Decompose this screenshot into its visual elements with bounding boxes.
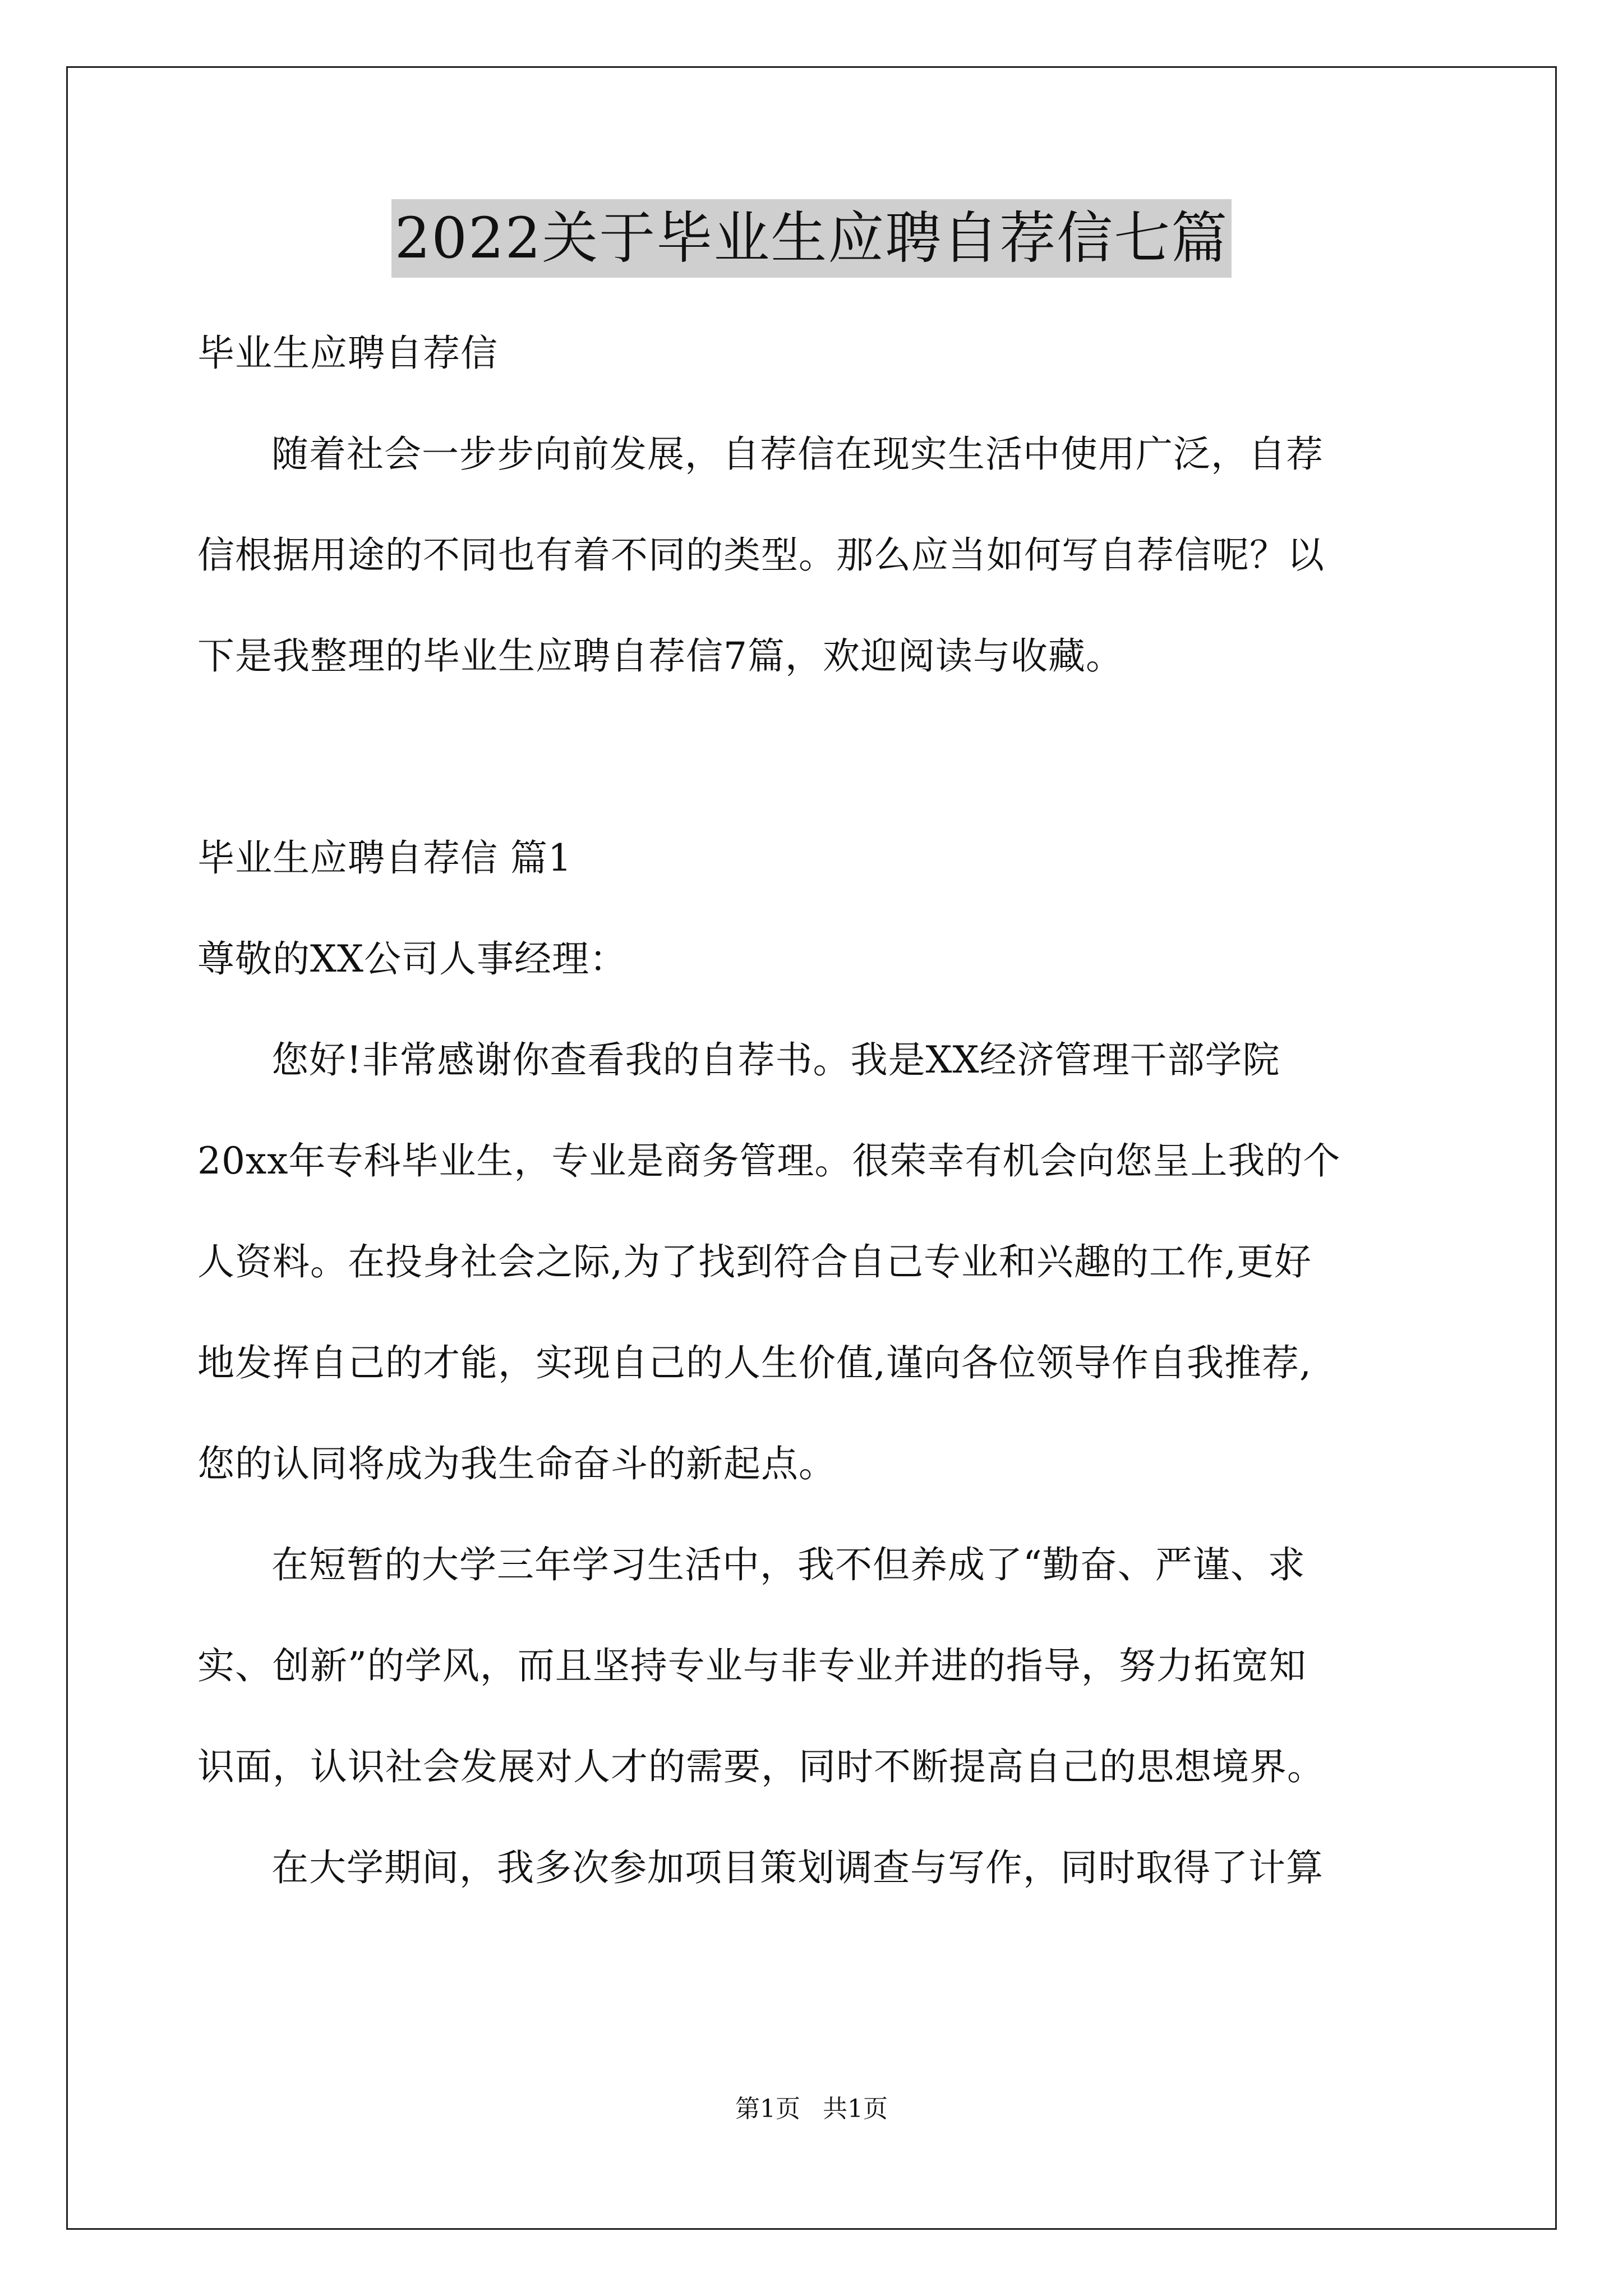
paragraph-line: 在大学期间，我多次参加项目策划调查与写作，同时取得了计算: [271, 1846, 1324, 1889]
paragraph-line: 人资料。在投身社会之际,为了找到符合自己专业和兴趣的工作,更好: [197, 1240, 1312, 1283]
salutation: 尊敬的XX公司人事经理：: [197, 937, 627, 981]
section-title: 毕业生应聘自荐信 篇1: [197, 836, 572, 880]
document-body: [197, 303, 1431, 1918]
paragraph-line: 地发挥自己的才能，实现自己的人生价值,谨向各位领导作自我推荐,: [197, 1341, 1312, 1384]
intro-line: 信根据用途的不同也有着不同的类型。那么应当如何写自荐信呢？以: [197, 533, 1325, 577]
paragraph-line: 在短暂的大学三年学习生活中，我不但养成了“勤奋、严谨、求: [271, 1543, 1306, 1586]
intro-line: 随着社会一步步向前发展，自荐信在现实生活中使用广泛，自荐: [271, 432, 1324, 476]
page-footer: [0, 2092, 1623, 2126]
paragraph-line: 您的认同将成为我生命奋斗的新起点。: [197, 1442, 836, 1485]
page-total: 共1页: [823, 2095, 888, 2123]
paragraph-line: 实、创新”的学风，而且坚持专业与非专业并进的指导，努力拓宽知: [197, 1644, 1307, 1687]
spacer: [197, 707, 1431, 808]
page-number: 第1页: [735, 2095, 800, 2123]
paragraph-line: 识面，认识社会发展对人才的需要，同时不断提高自己的思想境界。: [197, 1745, 1325, 1788]
document-heading: 毕业生应聘自荐信: [197, 332, 498, 375]
title-container: [0, 199, 1623, 278]
paragraph-line: 您好!非常感谢你查看我的自荐书。我是XX经济管理干部学院: [271, 1038, 1280, 1082]
paragraph-line: 20xx年专科毕业生，专业是商务管理。很荣幸有机会向您呈上我的个: [197, 1139, 1341, 1182]
intro-line: 下是我整理的毕业生应聘自荐信7篇，欢迎阅读与收藏。: [197, 634, 1123, 678]
document-title: 2022关于毕业生应聘自荐信七篇: [391, 199, 1232, 278]
